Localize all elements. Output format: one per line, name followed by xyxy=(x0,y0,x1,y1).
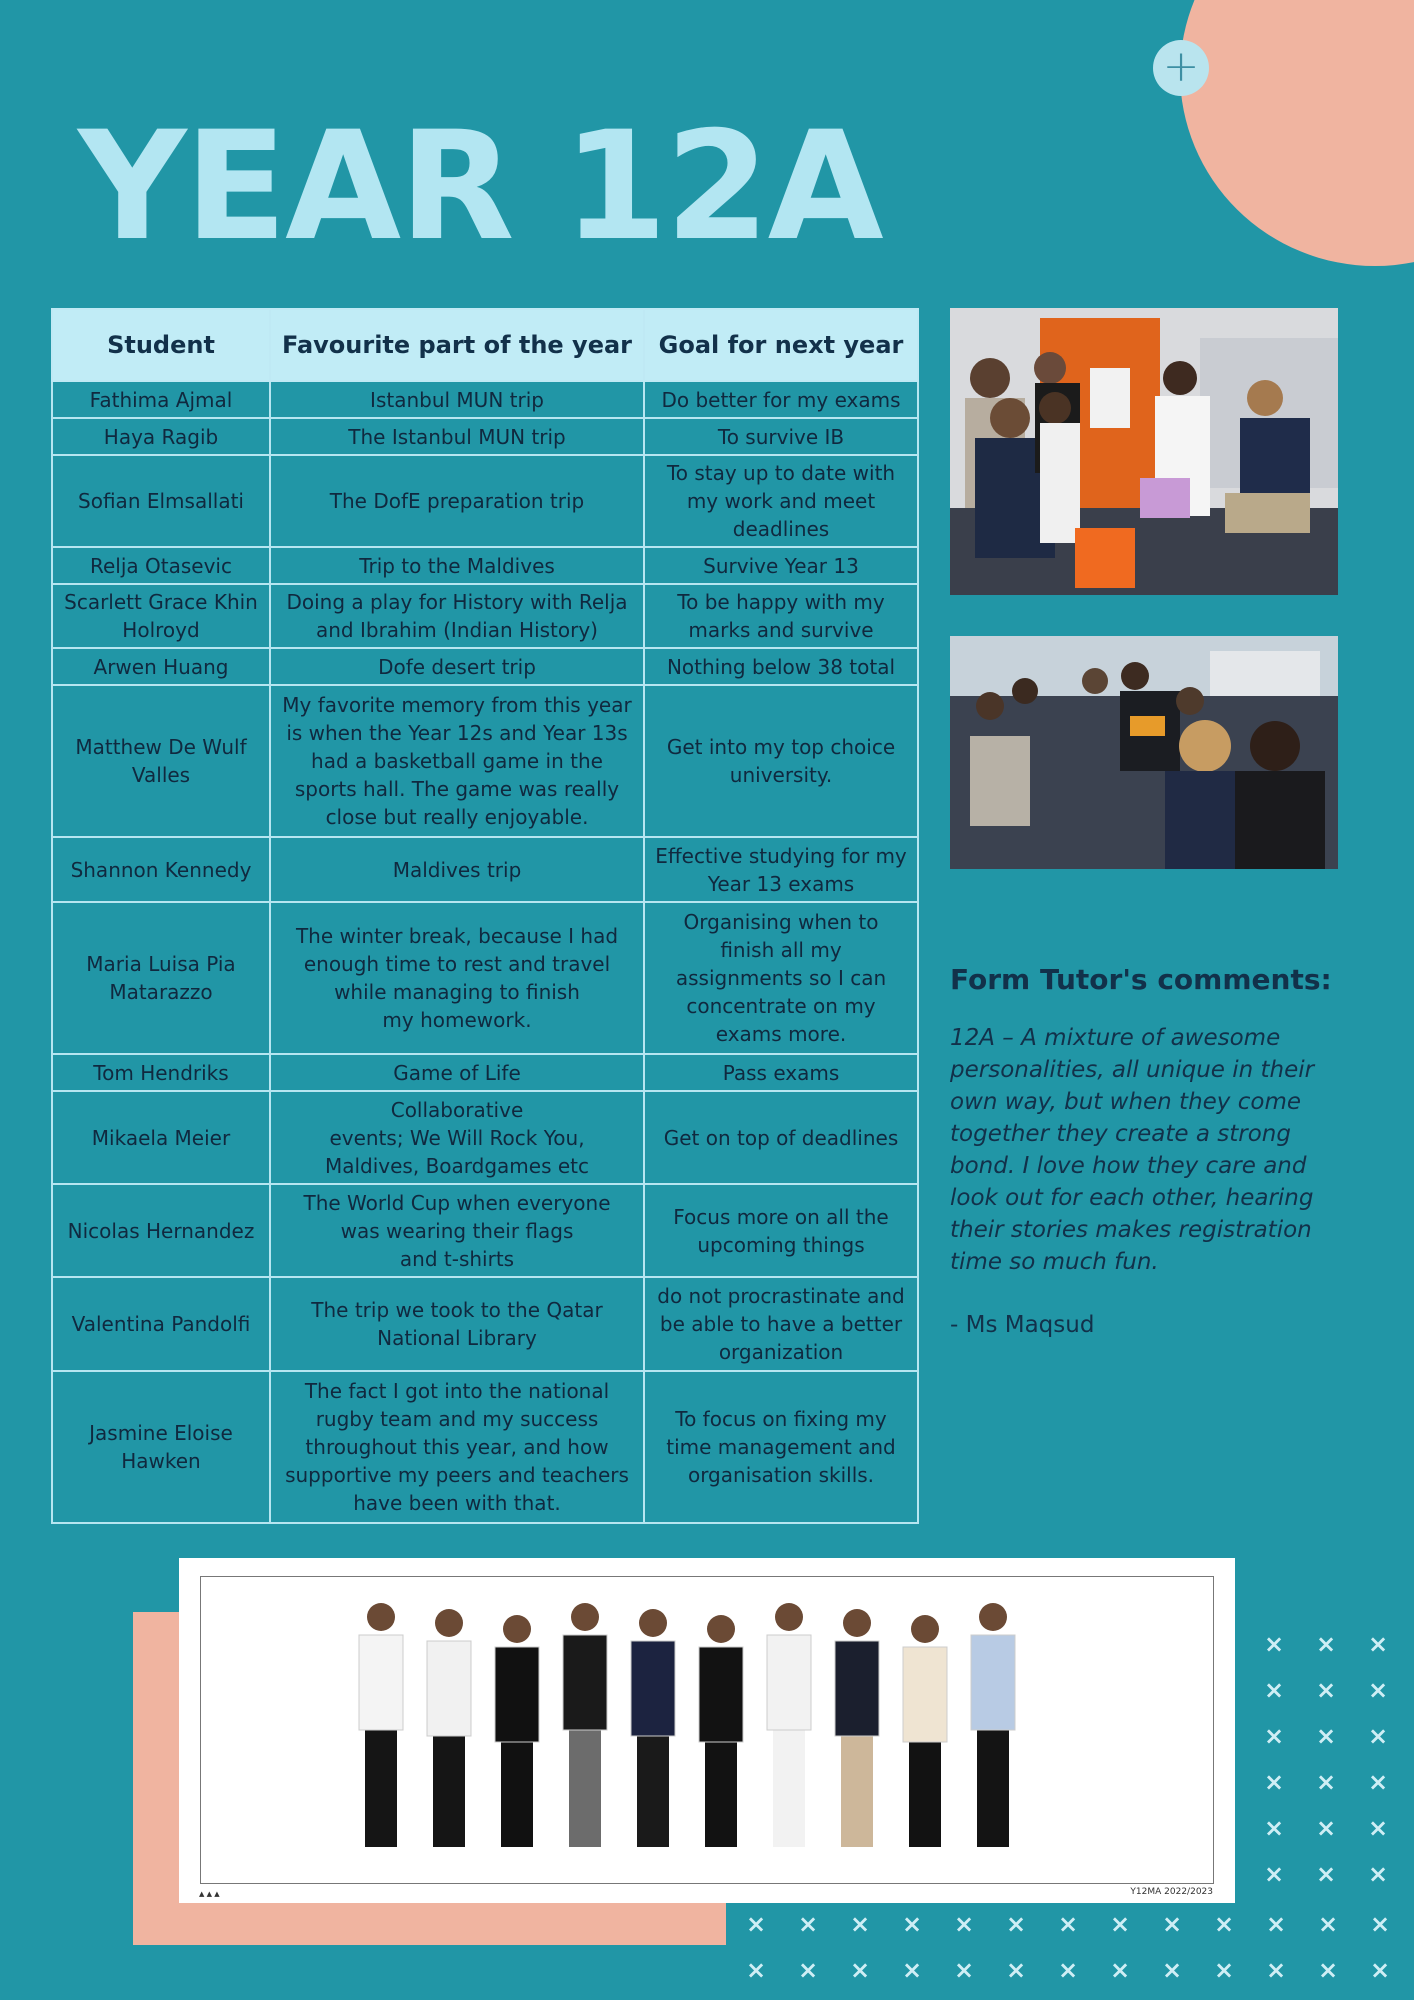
plus-icon[interactable]: + xyxy=(1153,40,1209,96)
favourite-cell xyxy=(270,381,644,418)
cross-decoration: × xyxy=(1264,1630,1285,1658)
goal-cell-line: Focus more on all the xyxy=(673,1204,889,1229)
goal-cell-line: finish all my xyxy=(720,938,842,962)
goal-cell-line: Survive Year 13 xyxy=(703,553,859,578)
goal-cell xyxy=(644,648,918,685)
favourite-cell-line: The World Cup when everyone xyxy=(303,1190,611,1215)
cross-decoration: × xyxy=(1318,1910,1339,1938)
goal-cell xyxy=(644,1054,918,1091)
favourite-cell-line: The trip we took to the Qatar xyxy=(311,1298,603,1322)
goal-cell-line: Nothing below 38 total xyxy=(666,654,896,679)
goal-cell-line: deadlines xyxy=(732,517,830,541)
table-row xyxy=(52,418,918,455)
cross-decoration: × xyxy=(1368,1860,1389,1888)
favourite-cell-line: Maldives, Boardgames etc xyxy=(324,1153,590,1178)
cross-decoration: × xyxy=(1006,1910,1027,1938)
favourite-cell-line: have been with that. xyxy=(353,1491,561,1515)
student-table xyxy=(51,308,919,1524)
goal-cell-line: marks and survive xyxy=(688,618,874,642)
cross-decoration: × xyxy=(850,1956,871,1984)
student-cell-line: Sofian Elmsallati xyxy=(78,489,244,513)
student-cell-line: Fathima Ajmal xyxy=(89,387,233,412)
table-row xyxy=(52,1277,918,1371)
favourite-cell-line: Collaborative xyxy=(390,1097,524,1122)
cross-decoration: × xyxy=(1368,1630,1389,1658)
favourite-cell-line: and t-shirts xyxy=(399,1246,515,1271)
student-cell xyxy=(52,1091,270,1184)
favourite-cell-line: while managing to finish xyxy=(334,980,580,1004)
favourite-cell xyxy=(270,837,644,902)
tutor-comment-text: 12A – A mixture of awesome personalities, all unique in their own way, but when they come together they create a strong bond. I love how they care and look out for each other, hearing their stories makes registration time so much fun. xyxy=(950,1025,1315,1275)
table-row xyxy=(52,1054,918,1091)
favourite-cell xyxy=(270,455,644,547)
page-title: YEAR 12A xyxy=(78,100,882,274)
cross-decoration: × xyxy=(1316,1630,1337,1658)
student-cell xyxy=(52,685,270,837)
student-cell-line: Valentina Pandolfi xyxy=(71,1312,251,1336)
favourite-cell-line: events; We Will Rock You, xyxy=(329,1125,585,1150)
cross-decoration: × xyxy=(1264,1722,1285,1750)
cross-decoration: × xyxy=(1264,1860,1285,1888)
student-cell-line: Jasmine Eloise xyxy=(89,1421,233,1445)
favourite-cell-line: The DofE preparation trip xyxy=(329,489,585,513)
favourite-cell-line: enough time to rest and travel xyxy=(303,952,611,976)
favourite-cell-line: The winter break, because I had xyxy=(295,924,619,948)
cross-decoration: × xyxy=(1006,1956,1027,1984)
student-cell-line: Haya Ragib xyxy=(103,424,219,449)
goal-cell xyxy=(644,1184,918,1277)
cross-decoration: × xyxy=(746,1910,767,1938)
favourite-cell xyxy=(270,648,644,685)
favourite-cell-line: Game of Life xyxy=(393,1060,521,1085)
student-cell xyxy=(52,381,270,418)
cross-decoration: × xyxy=(1316,1860,1337,1888)
favourite-cell-line: supportive my peers and teachers xyxy=(285,1463,629,1487)
cross-decoration: × xyxy=(902,1956,923,1984)
table-row xyxy=(52,837,918,902)
cross-decoration: × xyxy=(1318,1956,1339,1984)
cross-decoration: × xyxy=(1316,1814,1337,1842)
student-cell-line: Shannon Kennedy xyxy=(70,857,252,882)
cross-decoration: × xyxy=(1162,1910,1183,1938)
favourite-cell-line: is when the Year 12s and Year 13s xyxy=(286,721,628,745)
goal-cell-line: upcoming things xyxy=(697,1232,865,1257)
cross-decoration: × xyxy=(1368,1768,1389,1796)
goal-cell-line: organization xyxy=(718,1340,844,1364)
group-photo-image xyxy=(200,1576,1214,1884)
student-cell-line: Matarazzo xyxy=(109,980,213,1004)
goal-cell-line: Pass exams xyxy=(722,1060,840,1085)
student-cell xyxy=(52,1371,270,1523)
goal-cell-line: To stay up to date with xyxy=(666,461,896,485)
goal-cell xyxy=(644,455,918,547)
goal-cell xyxy=(644,547,918,584)
student-cell xyxy=(52,418,270,455)
goal-cell xyxy=(644,1371,918,1523)
table-row xyxy=(52,685,918,837)
favourite-cell-line: Istanbul MUN trip xyxy=(370,387,544,412)
table-row xyxy=(52,381,918,418)
goal-cell-line: Do better for my exams xyxy=(661,387,901,412)
goal-cell-line: time management and xyxy=(666,1435,896,1459)
student-cell-line: Maria Luisa Pia xyxy=(86,952,236,976)
cross-decoration: × xyxy=(1214,1910,1235,1938)
goal-cell xyxy=(644,418,918,455)
table-body xyxy=(52,381,918,1523)
cross-decoration: × xyxy=(1264,1768,1285,1796)
favourite-cell xyxy=(270,685,644,837)
class-photo-bus xyxy=(950,636,1338,869)
cross-decoration: × xyxy=(1110,1910,1131,1938)
cross-decoration: × xyxy=(1368,1722,1389,1750)
student-cell-line: Mikaela Meier xyxy=(91,1125,231,1150)
tutor-comments-heading: Form Tutor's comments: xyxy=(950,963,1332,996)
goal-cell-line: exams more. xyxy=(715,1022,847,1046)
favourite-cell-line: was wearing their flags xyxy=(340,1218,574,1243)
favourite-cell xyxy=(270,584,644,648)
goal-cell xyxy=(644,584,918,648)
cross-decoration: × xyxy=(850,1910,871,1938)
student-cell-line: Valles xyxy=(131,763,191,787)
goal-cell-line: Get into my top choice xyxy=(666,735,896,759)
table-row xyxy=(52,648,918,685)
goal-cell xyxy=(644,1277,918,1371)
goal-cell-line: Organising when to xyxy=(683,910,879,934)
student-cell xyxy=(52,648,270,685)
favourite-cell-line: Doing a play for History with Relja xyxy=(286,590,628,614)
goal-cell-line: To focus on fixing my xyxy=(675,1407,887,1431)
goal-cell xyxy=(644,685,918,837)
cross-decoration: × xyxy=(1266,1956,1287,1984)
tutor-signature: - Ms Maqsud xyxy=(950,1312,1095,1338)
goal-cell-line: To be happy with my xyxy=(677,590,885,614)
cross-decoration: × xyxy=(1316,1722,1337,1750)
table-row xyxy=(52,455,918,547)
favourite-cell-line: The Istanbul MUN trip xyxy=(348,424,566,449)
cross-decoration: × xyxy=(1264,1676,1285,1704)
goal-cell-line: assignments so I can xyxy=(675,966,887,990)
cross-decoration: × xyxy=(1214,1956,1235,1984)
group-photo xyxy=(179,1558,1235,1903)
cross-decoration: × xyxy=(1370,1910,1391,1938)
table-header-row xyxy=(52,309,918,381)
goal-cell-line: my work and meet xyxy=(686,489,876,513)
group-photo-caption: Y12MA 2022/2023 xyxy=(1130,1887,1213,1897)
student-cell xyxy=(52,837,270,902)
student-cell xyxy=(52,902,270,1054)
favourite-cell-line: and Ibrahim (Indian History) xyxy=(315,618,598,642)
cross-decoration: × xyxy=(1264,1814,1285,1842)
favourite-cell xyxy=(270,1277,644,1371)
student-cell xyxy=(52,455,270,547)
favourite-cell-line: National Library xyxy=(377,1326,537,1350)
student-cell-line: Matthew De Wulf xyxy=(75,735,247,759)
cross-decoration: × xyxy=(798,1956,819,1984)
decorative-peach-circle xyxy=(1180,0,1414,266)
favourite-cell-line: sports hall. The game was really xyxy=(294,777,620,801)
table-row xyxy=(52,547,918,584)
student-cell-line: Hawken xyxy=(121,1449,201,1473)
cross-decoration: × xyxy=(1266,1910,1287,1938)
cross-decoration: × xyxy=(1368,1814,1389,1842)
student-cell xyxy=(52,547,270,584)
student-cell xyxy=(52,1277,270,1371)
goal-cell-line: To survive IB xyxy=(717,424,845,449)
cross-decoration: × xyxy=(1316,1768,1337,1796)
table-row xyxy=(52,1184,918,1277)
table-row xyxy=(52,1371,918,1523)
cross-decoration: × xyxy=(746,1956,767,1984)
student-cell xyxy=(52,584,270,648)
goal-cell-line: organisation skills. xyxy=(687,1463,875,1487)
cross-decoration: × xyxy=(954,1956,975,1984)
school-logo: ▲ ▲ ▲ xyxy=(199,1890,220,1898)
goal-cell-line: do not procrastinate and xyxy=(657,1284,905,1308)
cross-decoration: × xyxy=(902,1910,923,1938)
favourite-cell xyxy=(270,1054,644,1091)
student-cell-line: Holroyd xyxy=(122,618,200,642)
goal-cell-line: be able to have a better xyxy=(659,1312,903,1336)
goal-cell xyxy=(644,1091,918,1184)
goal-cell-line: Get on top of deadlines xyxy=(663,1125,899,1150)
column-header-student: Student xyxy=(52,309,270,381)
goal-cell xyxy=(644,381,918,418)
cross-decoration: × xyxy=(1110,1956,1131,1984)
student-cell xyxy=(52,1054,270,1091)
cross-decoration: × xyxy=(1370,1956,1391,1984)
goal-cell xyxy=(644,902,918,1054)
cross-decoration: × xyxy=(1058,1956,1079,1984)
favourite-cell xyxy=(270,418,644,455)
student-cell-line: Nicolas Hernandez xyxy=(67,1218,255,1243)
goal-cell-line: university. xyxy=(729,763,833,787)
cross-decoration: × xyxy=(798,1910,819,1938)
cross-decoration: × xyxy=(1368,1676,1389,1704)
student-cell-line: Scarlett Grace Khin xyxy=(64,590,258,614)
favourite-cell-line: close but really enjoyable. xyxy=(325,805,589,829)
favourite-cell-line: Dofe desert trip xyxy=(378,654,536,679)
student-cell-line: Arwen Huang xyxy=(93,654,229,679)
favourite-cell-line: rugby team and my success xyxy=(315,1407,599,1431)
cross-decoration: × xyxy=(954,1910,975,1938)
favourite-cell xyxy=(270,902,644,1054)
student-cell-line: Relja Otasevic xyxy=(90,553,232,578)
goal-cell xyxy=(644,837,918,902)
favourite-cell-line: Trip to the Maldives xyxy=(359,553,555,578)
cross-decoration: × xyxy=(1058,1910,1079,1938)
class-photo-classroom xyxy=(950,308,1338,595)
favourite-cell-line: my homework. xyxy=(382,1008,532,1032)
table-row xyxy=(52,1091,918,1184)
table-row xyxy=(52,902,918,1054)
cross-decoration: × xyxy=(1162,1956,1183,1984)
goal-cell-line: Year 13 exams xyxy=(707,871,855,896)
student-cell-line: Tom Hendriks xyxy=(93,1060,229,1085)
favourite-cell xyxy=(270,1184,644,1277)
student-cell xyxy=(52,1184,270,1277)
column-header-goal: Goal for next year xyxy=(644,309,918,381)
favourite-cell-line: The fact I got into the national xyxy=(304,1379,610,1403)
goal-cell-line: Effective studying for my xyxy=(655,843,907,868)
column-header-favourite: Favourite part of the year xyxy=(270,309,644,381)
favourite-cell xyxy=(270,1091,644,1184)
favourite-cell-line: had a basketball game in the xyxy=(311,749,603,773)
table-row xyxy=(52,584,918,648)
favourite-cell xyxy=(270,547,644,584)
goal-cell-line: concentrate on my xyxy=(686,994,876,1018)
favourite-cell xyxy=(270,1371,644,1523)
favourite-cell-line: Maldives trip xyxy=(392,857,522,882)
favourite-cell-line: throughout this year, and how xyxy=(305,1435,609,1459)
cross-decoration: × xyxy=(1316,1676,1337,1704)
favourite-cell-line: My favorite memory from this year xyxy=(282,693,632,717)
